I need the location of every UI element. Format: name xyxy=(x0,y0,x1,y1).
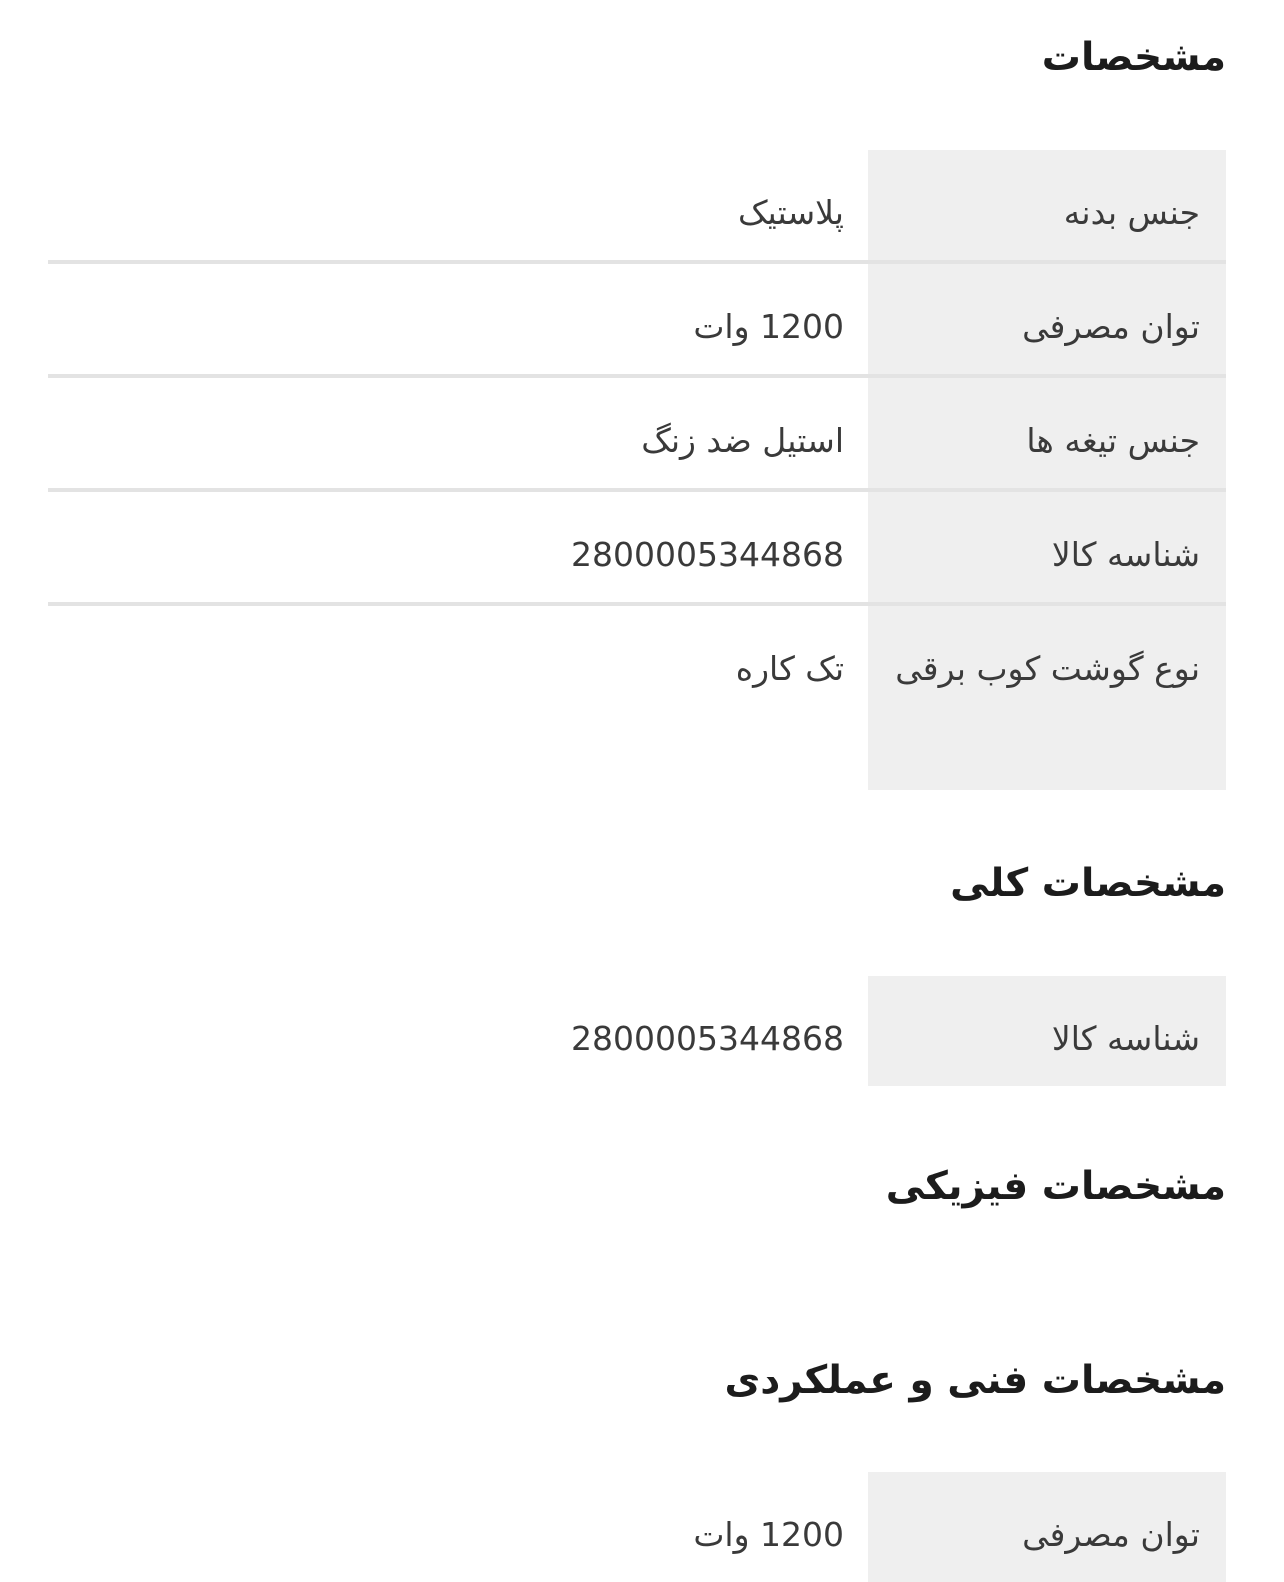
spec-key: نوع گوشت کوب برقی xyxy=(868,606,1226,790)
section-title-technical-specifications: مشخصات فنی و عملکردی xyxy=(724,1358,1226,1403)
table-row xyxy=(48,374,1226,488)
section-title-general-specifications: مشخصات کلی xyxy=(950,861,1226,906)
table-row xyxy=(48,488,1226,602)
spec-key: شناسه کالا xyxy=(868,492,1226,602)
spec-table-specifications xyxy=(48,150,1226,790)
spec-value: 1200 وات xyxy=(693,1515,844,1554)
table-row xyxy=(48,976,1226,1086)
table-row xyxy=(48,260,1226,374)
section-title-physical-specifications: مشخصات فیزیکی xyxy=(885,1164,1226,1209)
spec-value xyxy=(48,976,868,1086)
spec-key: توان مصرفی xyxy=(868,1472,1226,1582)
spec-value: استیل ضد زنگ xyxy=(641,421,844,460)
product-id-value: 2800005344868 xyxy=(571,535,844,574)
product-id-value: 2800005344868 xyxy=(571,1019,844,1058)
spec-key: جنس تیغه ها xyxy=(868,378,1226,488)
table-row xyxy=(48,1472,1226,1582)
spec-table-technical xyxy=(48,1472,1226,1582)
spec-key: توان مصرفی xyxy=(868,264,1226,374)
table-row xyxy=(48,602,1226,790)
spec-key: جنس بدنه xyxy=(868,150,1226,260)
spec-value xyxy=(48,492,868,602)
spec-value: تک کاره xyxy=(735,649,844,688)
table-row xyxy=(48,150,1226,260)
section-title-specifications: مشخصات xyxy=(1041,35,1226,80)
spec-table-general xyxy=(48,976,1226,1086)
spec-value: 1200 وات xyxy=(693,307,844,346)
spec-key: شناسه کالا xyxy=(868,976,1226,1086)
spec-value: پلاستیک xyxy=(738,193,844,232)
